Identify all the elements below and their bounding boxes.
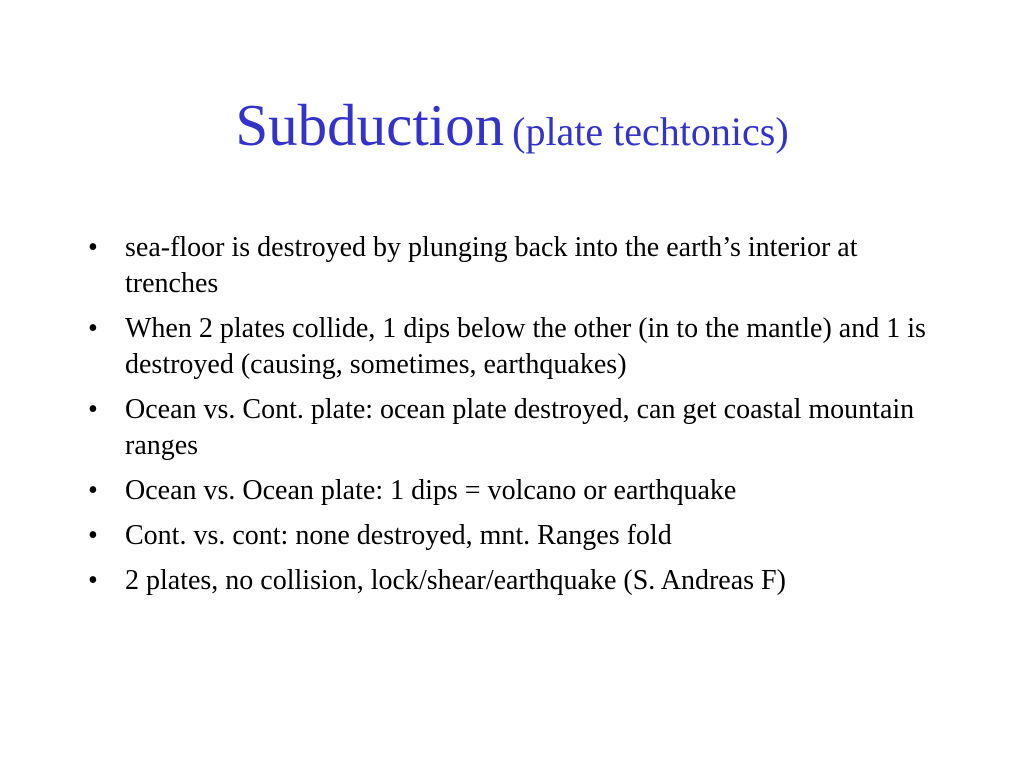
- bullet-text: 2 plates, no collision, lock/shear/earthquake (S. Andreas F): [125, 565, 786, 596]
- bullet-marker: •: [88, 565, 98, 596]
- bullet-text: When 2 plates collide, 1 dips below the other (in to the mantle) and 1 is destroyed (causing, sometimes, earthquakes): [125, 313, 926, 380]
- title-main: Subduction: [235, 92, 505, 158]
- bullet-text: Cont. vs. cont: none destroyed, mnt. Ranges fold: [125, 520, 672, 551]
- bullet-item: [88, 392, 948, 464]
- bullet-text: sea-floor is destroyed by plunging back into the earth’s interior at trenches: [125, 232, 858, 299]
- bullet-item: [88, 518, 948, 554]
- bullet-item: [88, 563, 948, 599]
- bullet-marker: •: [88, 394, 98, 425]
- bullet-list: [88, 230, 948, 608]
- bullet-text: Ocean vs. Cont. plate: ocean plate destroyed, can get coastal mountain ranges: [125, 394, 915, 461]
- title-subtitle: (plate techtonics): [512, 109, 789, 154]
- bullet-marker: •: [88, 313, 98, 344]
- bullet-item: [88, 311, 948, 383]
- bullet-item: [88, 230, 948, 302]
- bullet-item: [88, 473, 948, 509]
- bullet-marker: •: [88, 232, 98, 263]
- slide-title: [0, 92, 1024, 158]
- bullet-marker: •: [88, 520, 98, 551]
- bullet-marker: •: [88, 475, 98, 506]
- bullet-text: Ocean vs. Ocean plate: 1 dips = volcano or earthquake: [125, 475, 737, 506]
